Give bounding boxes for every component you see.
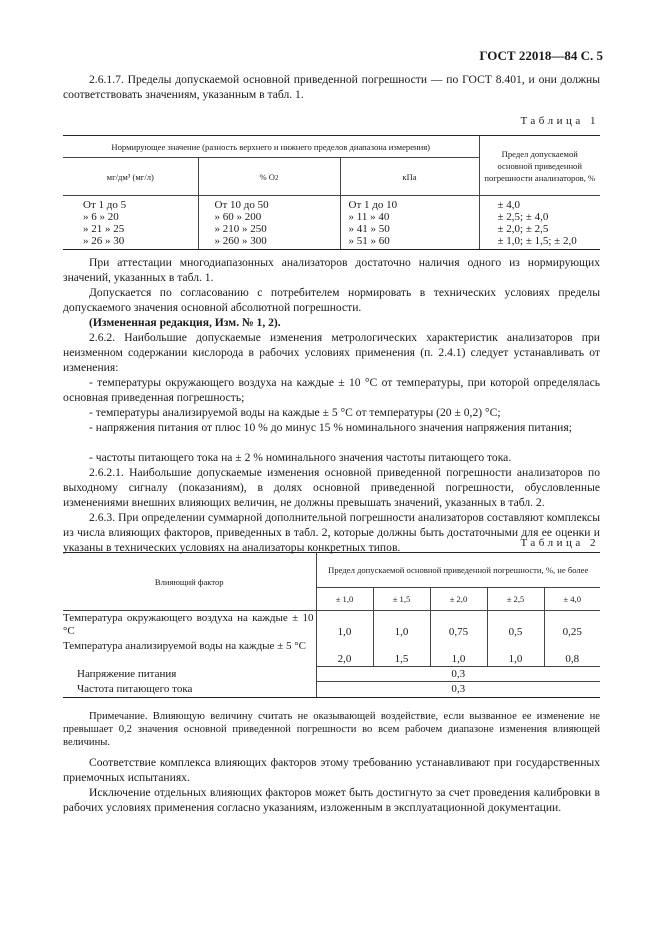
table1-pct-value: » 210 » 250 <box>214 223 267 235</box>
table1-kpa-value: От 1 до 10 <box>348 199 398 211</box>
table1-mg-value: » 26 » 30 <box>83 235 125 247</box>
paragraph-amendment: (Измененная редакция, Изм. № 1, 2). <box>89 316 281 329</box>
table2-value: 0,8 <box>544 639 600 666</box>
table2-value: 1,0 <box>373 611 430 640</box>
table2-merged-value: 0,3 <box>316 681 600 697</box>
table2-col-header: ± 1,0 <box>316 588 373 611</box>
list-item-frequency: - частоты питающего тока на ± 2 % номинального значения частоты питающего тока. <box>89 451 512 464</box>
table1-mg-value: » 21 » 25 <box>83 223 125 235</box>
paragraph-attestation: При аттестации многодиапазонных анализаторов достаточно наличия одного из нормирующих значений, указанных в табл. 1. <box>63 256 600 284</box>
table1-group-header: Нормирующее значение (разность верхнего и нижнего пределов диапазона измерения) <box>63 136 479 158</box>
list-item-water-temperature: - температуры анализируемой воды на каждые ± 5 °С от температуры (20 ± 0,2) °С; <box>89 406 501 419</box>
table2-note: Примечание. Влияющую величину считать не оказывающей воздействие, если вызванное ее изменение не превышает 0,2 значения основной приведенной погрешности во всем рабочем диапазоне изменения влияющей величины. <box>63 711 600 748</box>
table1-kpa-value: » 41 » 50 <box>348 223 390 235</box>
intro-paragraph: 2.6.1.7. Пределы допускаемой основной приведенной погрешности — по ГОСТ 8.401, и они должны соответствовать значениям, указанным в табл. 1. <box>63 73 600 101</box>
table2-value: 0,75 <box>430 611 487 640</box>
table2-factor-voltage: Напряжение питания <box>63 666 316 681</box>
table-2 <box>63 552 600 698</box>
paragraph-agreement: Допускается по согласованию с потребителем нормировать в технических условиях пределы допускаемого значения основной абсолютной погрешности. <box>63 286 600 314</box>
table2-caption: Таблица 2 <box>520 537 599 549</box>
table1-col-mg: мг/дм³ (мг/л) <box>63 158 198 196</box>
table1-pct-value: От 10 до 50 <box>214 199 269 211</box>
table1-limit-value: ± 4,0 <box>497 199 521 211</box>
table1-col-pct: % O2 <box>198 158 340 196</box>
table1-limit-value: ± 2,5; ± 4,0 <box>497 211 549 223</box>
table2-value: 0,25 <box>544 611 600 640</box>
table2-factor-frequency: Частота питающего тока <box>63 681 316 697</box>
table1-kpa-cell <box>340 196 479 250</box>
table1-limit-value: ± 2,0; ± 2,5 <box>497 223 549 235</box>
closing-paragraph-calibration: Исключение отдельных влияющих факторов может быть достигнуто за счет проведения калибровки в рабочих условиях применения согласно указаниям, изложенным в эксплуатационной документации. <box>63 786 600 814</box>
table1-pct-cell <box>198 196 340 250</box>
table2-value: 1,0 <box>430 639 487 666</box>
paragraph-2-6-2: 2.6.2. Наибольшие допускаемые изменения метрологических характеристик анализаторов при неизменном содержании кислорода в рабочих условиях применения (п. 2.4.1) следует устанавливать от изменения: <box>63 331 600 374</box>
table1-mg-cell <box>63 196 198 250</box>
table2-col-header: ± 2,5 <box>487 588 544 611</box>
list-item-air-temperature: - температуры окружающего воздуха на каждые ± 10 °С от температуры, при которой определялась основная приведенная погрешность; <box>63 376 600 404</box>
paragraph-2-6-3: 2.6.3. При определении суммарной дополнительной погрешности анализаторов составляют комплексы из числа влияющих факторов, приведенных в табл. 2, которые должны быть достаточными для ее оценки и указаны в технических условиях на анализаторы конкретных типов. <box>63 511 600 554</box>
table2-factor-water: Температура анализируемой воды на каждые ± 5 °С <box>63 639 316 666</box>
table1-limit-cell <box>479 196 600 250</box>
table1-kpa-value: » 51 » 60 <box>348 235 390 247</box>
table2-value: 0,5 <box>487 611 544 640</box>
table2-factor-air: Температура окружающего воздуха на каждые ± 10 °С <box>63 611 316 640</box>
table2-value: 1,0 <box>337 626 352 638</box>
table2-col-header: ± 4,0 <box>544 588 600 611</box>
table2-value: 1,5 <box>373 639 430 666</box>
list-item-voltage: - напряжения питания от плюс 10 % до минус 15 % номинального значения напряжения питания; <box>89 421 572 434</box>
table1-mg-value: От 1 до 5 <box>83 199 127 211</box>
table2-value: 1,0 <box>487 639 544 666</box>
table2-value: 2,0 <box>337 652 352 665</box>
table-1 <box>63 135 600 250</box>
table2-limit-header: Предел допускаемой основной приведенной погрешности, %, не более <box>316 553 600 588</box>
table2-col-header: ± 1,5 <box>373 588 430 611</box>
table1-limit-header: Предел допускаемой основной приведенной погрешности анализаторов, % <box>479 136 600 196</box>
table2-factor-header: Влияющий фактор <box>63 553 316 611</box>
table1-pct-value: » 60 » 200 <box>214 211 262 223</box>
paragraph-2-6-2-1: 2.6.2.1. Наибольшие допускаемые изменения основной приведенной погрешности анализаторов по выходному сигналу (показаниям), в долях основной приведенной погрешности, обусловленные изменениями внешних влияющих величин, не должны превышать значений, указанных в табл. 2. <box>63 466 600 509</box>
table1-kpa-value: » 11 » 40 <box>348 211 390 223</box>
table1-limit-value: ± 1,0; ± 1,5; ± 2,0 <box>497 235 577 247</box>
table2-merged-value: 0,3 <box>316 666 600 681</box>
table1-mg-value: » 6 » 20 <box>83 211 119 223</box>
table1-col-kpa: кПа <box>340 158 479 196</box>
closing-paragraph-acceptance: Соответствие комплекса влияющих факторов этому требованию устанавливают при государственных приемочных испытаниях. <box>63 756 600 784</box>
table1-caption: Таблица 1 <box>520 115 599 127</box>
table2-col-header: ± 2,0 <box>430 588 487 611</box>
table1-pct-value: » 260 » 300 <box>214 235 267 247</box>
page-header: ГОСТ 22018—84 С. 5 <box>479 48 603 63</box>
